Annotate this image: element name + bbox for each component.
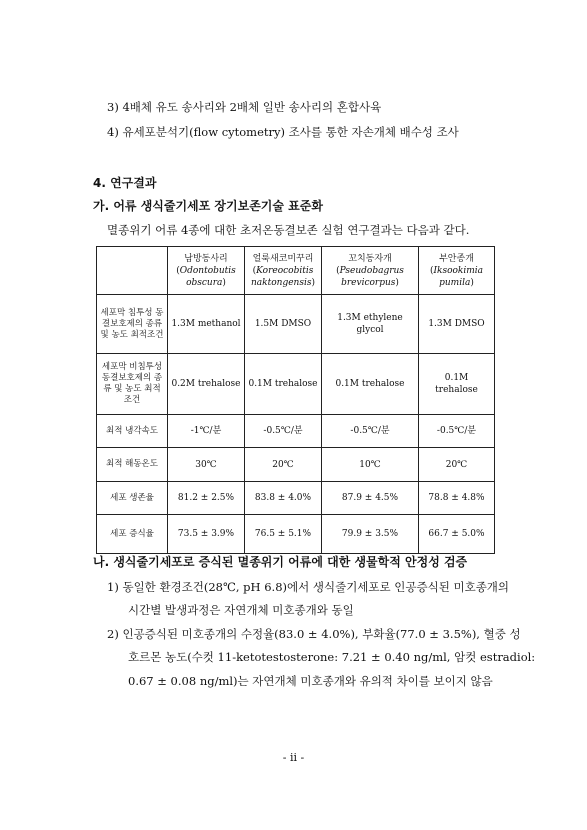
- row-label: 최적 해동온도: [97, 448, 168, 482]
- table-cell: 1.3M DMSO: [419, 295, 495, 354]
- table-row: [97, 415, 495, 448]
- table-cell: -0.5℃/분: [322, 415, 419, 448]
- table-cell: 79.9 ± 3.5%: [322, 515, 419, 554]
- subsection-b-item1-line2: 시간별 발생과정은 자연개체 미호종개와 동일: [128, 603, 354, 617]
- table-cell: -1℃/분: [168, 415, 245, 448]
- subsection-b-item2-line2: 호르몬 농도(수컷 11-ketotestosterone: 7.21 ± 0.40 ng/ml, 암컷 estradiol:: [128, 650, 536, 664]
- row-label: 세포 생존율: [97, 482, 168, 515]
- table-row: [97, 448, 495, 482]
- table-cell: 87.9 ± 4.5%: [322, 482, 419, 515]
- table-row: [97, 295, 495, 354]
- column-header-2: 꼬치동자개 (Pseudobagrus brevicorpus): [322, 247, 419, 295]
- table-cell: -0.5℃/분: [245, 415, 322, 448]
- table-cell: 30℃: [168, 448, 245, 482]
- row-label: 최적 냉각속도: [97, 415, 168, 448]
- row-label: 세포 증식율: [97, 515, 168, 554]
- results-table: [96, 246, 495, 554]
- table-cell: 0.1M trehalose: [245, 354, 322, 415]
- subsection-b-item1-line1: 1) 동일한 환경조건(28℃, pH 6.8)에서 생식줄기세포로 인공증식된 미호종개의: [107, 580, 510, 594]
- table-row: [97, 354, 495, 415]
- row-label: 세포막 비침투성 동결보호제의 종류 및 농도 최적조건: [97, 354, 168, 415]
- subsection-a-intro: 멸종위기 어류 4종에 대한 초저온동결보존 실험 연구결과는 다음과 같다.: [107, 223, 470, 237]
- list-item-3: 3) 4배체 유도 송사리와 2배체 일반 송사리의 혼합사육: [107, 100, 382, 114]
- table-cell: 20℃: [419, 448, 495, 482]
- table-cell: 66.7 ± 5.0%: [419, 515, 495, 554]
- subsection-b-title: 나. 생식줄기세포로 증식된 멸종위기 어류에 대한 생물학적 안정성 검증: [93, 555, 468, 569]
- subsection-b-item2-line3: 0.67 ± 0.08 ng/ml)는 자연개체 미호종개와 유의적 차이를 보이지 않음: [128, 674, 493, 688]
- column-header-1: 얼룩새코미꾸리 (Koreocobitis naktongensis): [245, 247, 322, 295]
- table-cell: 1.3M methanol: [168, 295, 245, 354]
- table-row: [97, 482, 495, 515]
- table-cell: 20℃: [245, 448, 322, 482]
- table-cell: 78.8 ± 4.8%: [419, 482, 495, 515]
- table-cell: -0.5℃/분: [419, 415, 495, 448]
- table-cell: 1.5M DMSO: [245, 295, 322, 354]
- table-cell: 0.2M trehalose: [168, 354, 245, 415]
- list-item-4: 4) 유세포분석기(flow cytometry) 조사를 통한 자손개체 배수성 조사: [107, 125, 459, 139]
- row-label: 세포막 침투성 동결보호제의 종류 및 농도 최적조건: [97, 295, 168, 354]
- table-corner-cell: [97, 247, 168, 295]
- table-cell: 81.2 ± 2.5%: [168, 482, 245, 515]
- table-cell: 83.8 ± 4.0%: [245, 482, 322, 515]
- table-cell: 1.3M ethylene glycol: [322, 295, 419, 354]
- subsection-b-item2-line1: 2) 인공증식된 미호종개의 수정율(83.0 ± 4.0%), 부화율(77.0 ± 3.5%), 혈중 성: [107, 627, 521, 641]
- table-cell: 10℃: [322, 448, 419, 482]
- table-cell: 0.1M trehalose: [419, 354, 495, 415]
- table-cell: 0.1M trehalose: [322, 354, 419, 415]
- column-header-3: 부안종개 (Iksookimia pumila): [419, 247, 495, 295]
- page-number: - ii -: [282, 751, 305, 764]
- section-title: 4. 연구결과: [93, 176, 157, 190]
- table-header-row: [97, 247, 495, 295]
- table-cell: 73.5 ± 3.9%: [168, 515, 245, 554]
- table-cell: 76.5 ± 5.1%: [245, 515, 322, 554]
- subsection-a-title: 가. 어류 생식줄기세포 장기보존기술 표준화: [93, 199, 323, 213]
- table-row: [97, 515, 495, 554]
- column-header-0: 남방동사리 (Odontobutis obscura): [168, 247, 245, 295]
